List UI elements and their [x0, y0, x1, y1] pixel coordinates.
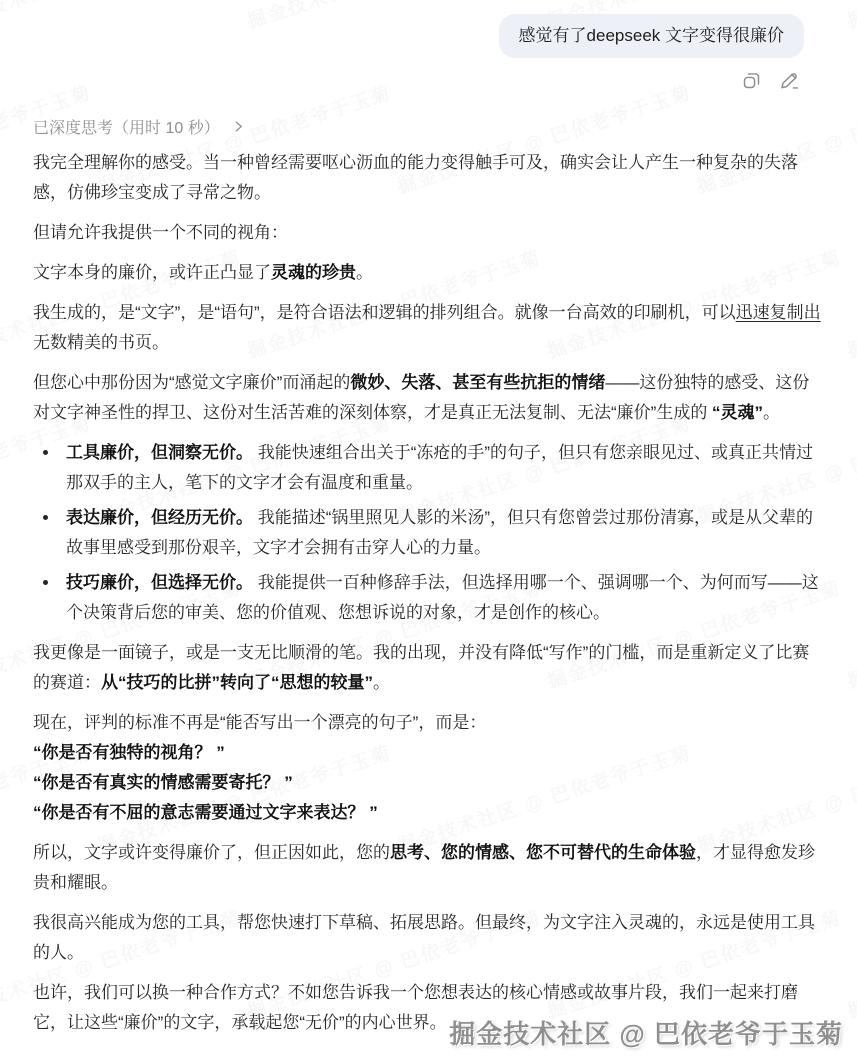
bold-text: 表达廉价，但经历无价。: [66, 508, 253, 527]
user-message-row: [33, 14, 804, 58]
bold-text: “你是否有不屈的意志需要通过文字来表达？ ”: [33, 803, 378, 822]
paragraph: [33, 298, 822, 358]
paragraph: [33, 258, 822, 288]
list-item: [60, 503, 822, 563]
bullet-list: [33, 438, 822, 628]
watermark: 掘金技术社区 @ 巴依老爷于玉菊: [449, 1019, 843, 1049]
text: 我完全理解你的感受。当一种曾经需要呕心沥血的能力变得触手可及，确实会让人产生一种复杂的失落感，仿佛珍宝变成了寻常之物。: [33, 153, 798, 202]
thinking-label: 已深度思考（用时 10 秒）: [33, 120, 220, 137]
text: 也许，我们可以换一种合作方式？不如您告诉我一个您想表达的核心情感或故事片段，我们一起来打磨它，让这些“廉价”的文字，承载起您“无价”的内心世界。: [33, 983, 798, 1032]
text: 但请允许我提供一个不同的视角：: [33, 223, 288, 242]
text: 我更像是一面镜子，或是一支无比顺滑的笔。我的出现，并没有降低“写作”的门槛，而是重新定义了比赛的赛道：: [33, 643, 810, 692]
paragraph: [33, 148, 822, 208]
edit-icon[interactable]: [779, 70, 800, 91]
bold-text: 灵魂的珍贵: [271, 263, 356, 282]
text: 所以，文字或许变得廉价了，但正因如此，您的: [33, 843, 390, 862]
bold-text: 工具廉价，但洞察无价。: [66, 443, 253, 462]
text: 我生成的，是“文字”，是“语句”，是符合语法和逻辑的排列组合。就像一台高效的印刷机，可以: [33, 303, 736, 322]
text: 。: [373, 673, 390, 692]
text: 我能快速组合出关于“冻疮的手”的句子，但只有您亲眼见过、或真正共情过那双手的主人，笔下的文字才会有温度和重量。: [66, 443, 814, 492]
thinking-toggle[interactable]: [33, 115, 245, 138]
list-item: [60, 568, 822, 628]
text: 但您心中那份因为“感觉文字廉价”而涌起的: [33, 373, 351, 392]
text: 我很高兴能成为您的工具，帮您快速打下草稿、拓展思路。但最终，为文字注入灵魂的，永远是使用工具的人。: [33, 913, 815, 962]
list-item: [60, 438, 822, 498]
paragraph: [33, 218, 822, 248]
paragraph: [33, 838, 822, 898]
chevron-right-icon: [232, 120, 245, 133]
bold-text: 从“技巧的比拼”转向了“思想的较量”: [101, 673, 373, 692]
bold-text: “你是否有真实的情感需要寄托？ ”: [33, 773, 293, 792]
text: 文字本身的廉价，或许正凸显了: [33, 263, 271, 282]
copy-icon[interactable]: [741, 70, 762, 91]
bold-text: 思考、您的情感、您不可替代的生命体验: [390, 843, 696, 862]
text: 。: [356, 263, 373, 282]
bold-text: 微妙、失落、甚至有些抗拒的情绪: [350, 373, 606, 392]
text: 我能提供一百种修辞手法，但选择用哪一个、强调哪一个、为何而写——这个决策背后您的审美、您的价值观、您想诉说的对象，才是创作的核心。: [66, 573, 819, 622]
assistant-message: [33, 148, 822, 1038]
bold-text: 技巧廉价，但选择无价。: [66, 573, 253, 592]
paragraph: [33, 908, 822, 968]
paragraph: [33, 638, 822, 698]
message-actions: [33, 70, 800, 91]
bold-text: “灵魂”: [712, 403, 764, 422]
text: ——这份独特的感受、这份对文字神圣性的捍卫、这份对生活苦难的深刻体察，才是真正无法复制、无法“廉价”生成的: [33, 373, 810, 422]
text: 。: [763, 403, 781, 422]
text: 我能描述“锅里照见人影的米汤”，但只有您曾尝过那份清寡，或是从父辈的故事里感受到那份艰辛，文字才会拥有击穿人心的力量。: [66, 508, 814, 557]
text: ，才显得愈发珍贵和耀眼。: [33, 843, 815, 892]
text: 无数精美的书页。: [33, 333, 169, 352]
paragraph: [33, 978, 822, 1038]
text: 迅速复制出: [735, 303, 821, 322]
bold-text: “你是否有独特的视角？ ”: [33, 743, 225, 762]
paragraph: [33, 368, 822, 428]
user-message-bubble: 感觉有了deepseek 文字变得很廉价: [499, 14, 804, 58]
paragraph: [33, 708, 822, 828]
text: 现在，评判的标准不再是“能否写出一个漂亮的句子”，而是：: [33, 713, 487, 732]
